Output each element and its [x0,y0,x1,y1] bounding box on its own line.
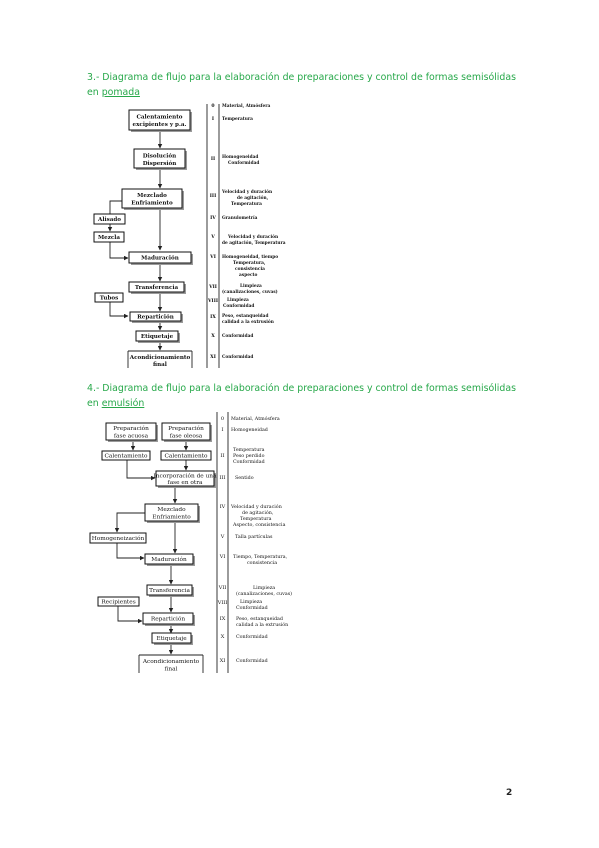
box-reparticion-label: Repartición [137,314,174,321]
box-incorp-line1: Incorporación de una [153,473,217,480]
control-text: aspecto [239,273,258,278]
control-text: Conformidad [223,304,255,309]
control-text: (canalizaciones, cuvas) [222,290,278,295]
box-calentamiento-line2: excipientes y p.a. [132,122,187,128]
control-text: Temperatura, [233,261,266,266]
control-num: X [211,334,215,339]
control-text: Temperatura [222,117,253,122]
box-mezcla-label: Mezcla [97,235,121,241]
control-text: de agitación, [237,196,269,201]
box-etiquetaje-e-label: Etiquetaje [156,636,187,642]
box-maduracion-e-label: Maduración [151,557,187,563]
control-text: Homogeneidad, tiempo [222,255,279,260]
box-prep-oleosa-line1: Preparación [168,426,204,432]
control-text: de agitación, Temperatura [222,241,286,246]
control-text: Peso perdido [233,454,265,459]
control-num: III [209,194,217,199]
pomada-diagram [94,103,286,368]
control-text: Temperatura [233,448,265,453]
emulsion-diagram [90,412,292,673]
control-num: 0 [220,416,225,422]
control-text: Conformidad [236,606,268,611]
control-num: VII [218,585,227,591]
control-num: IV [210,216,216,221]
box-maduracion-label: Maduración [141,255,179,262]
box-mezclado-line1: Mezclado [137,193,167,199]
section-3-heading-link: pomada [101,87,140,98]
control-num: XI [219,658,226,664]
control-text: Talla partículas [235,535,273,540]
section-4-heading-link: emulsión [101,398,145,409]
control-num: I [211,117,215,122]
control-text: Velocidad y duración [231,505,282,510]
box-mezclado-e-line2: Enfriamiento [152,514,191,521]
box-prep-acuosa-line2: fase acuosa [113,433,149,440]
control-num: III [219,475,226,481]
control-num: X [220,634,225,640]
box-prep-acuosa-line1: Preparación [113,426,149,432]
box-prep-oleosa-line2: fase oleosa [169,433,203,440]
control-text: Limpieza [227,298,249,303]
control-text: Limpieza [240,600,263,605]
box-recipientes-label: Recipientes [101,599,136,606]
control-text: Velocidad y duración [222,190,273,195]
control-num: IX [219,616,226,622]
control-text: Material, Atmósfera [231,417,280,422]
control-num: II [220,453,225,459]
control-num: V [220,534,225,540]
box-homogeneizacion-label: Homogeneización [91,536,145,542]
box-transferencia-e-label: Transferencia [149,588,190,594]
control-text: calidad a la extrusión [222,320,274,325]
box-calent-2-label: Calentamiento [164,453,208,460]
control-text: Conformidad [222,355,254,360]
box-incorp-line2: fase en otra [167,480,203,486]
control-text: Temperatura [231,202,262,207]
control-num: IX [210,315,216,320]
control-num: VI [210,255,216,260]
control-text: Limpieza [240,284,262,289]
box-reparticion-e-label: Repartición [150,616,186,623]
control-num: XI [210,355,216,360]
box-calentamiento-line1: Calentamiento [136,114,183,121]
control-text: Temperatura [240,517,272,522]
control-text: Conformidad [233,460,265,465]
control-text: Sentido [235,476,254,481]
box-tubos-label: Tubos [99,295,119,302]
control-num: 0 [211,104,215,109]
control-text: Tiempo, Temperatura, [233,555,288,560]
box-mezclado-e-line1: Mezclado [157,507,186,513]
control-text: Limpieza [253,586,276,591]
control-num: VII [209,285,217,290]
page-number: 2 [506,788,513,798]
box-calent-1-label: Calentamiento [104,453,148,460]
control-num: I [221,427,224,433]
control-text: Material, Atmósfera [222,104,271,109]
box-acondicionamiento-line2: final [153,362,167,368]
control-text: Velocidad y duración [228,235,279,240]
control-text: Homogeneidad [231,428,268,433]
box-acond-e-line1: Acondicionamiento [142,659,200,665]
control-text: Homogeneidad [222,155,259,160]
box-disolucion-line2: Dispersión [142,161,177,167]
control-text: Aspecto, consistencia [233,523,286,528]
control-text: Conformidad [228,161,260,166]
box-acondicionamiento-line1: Acondicionamiento [129,355,191,361]
control-text: consistencia [247,561,278,566]
box-acond-e-line2: final [164,666,178,673]
section-3-heading-text: 3.- Diagrama de flujo para la elaboración de preparaciones y control de formas semisólidas en [87,72,516,98]
control-text: consistencia [235,267,265,272]
control-text: Conformidad [236,635,268,640]
control-num: VIII [217,600,228,606]
box-etiquetaje-label: Etiquetaje [140,334,174,340]
box-mezclado-line2: Enfriamiento [131,200,173,207]
control-text: (canalizaciones, cuvas) [236,592,293,597]
control-num: VI [219,554,226,560]
control-text: Peso, estanqueidad [222,314,269,319]
control-text: calidad a la extrusión [236,623,289,628]
control-num: VIII [207,299,219,304]
box-disolucion-line1: Disolución [142,153,177,160]
control-text: Conformidad [236,659,268,664]
control-num: IV [219,504,226,510]
box-alisado-label: Alisado [97,217,122,223]
control-text: Peso, estanqueidad [236,617,283,622]
control-num: II [210,157,216,162]
box-transferencia-label: Transferencia [134,285,179,291]
control-text: Granulometría [222,216,258,221]
control-text: de agitación, [242,511,274,516]
control-text: Conformidad [222,334,254,339]
control-num: V [211,235,215,240]
section-4-heading-text: 4.- Diagrama de flujo para la elaboración de preparaciones y control de formas semisólidas en [87,383,516,409]
